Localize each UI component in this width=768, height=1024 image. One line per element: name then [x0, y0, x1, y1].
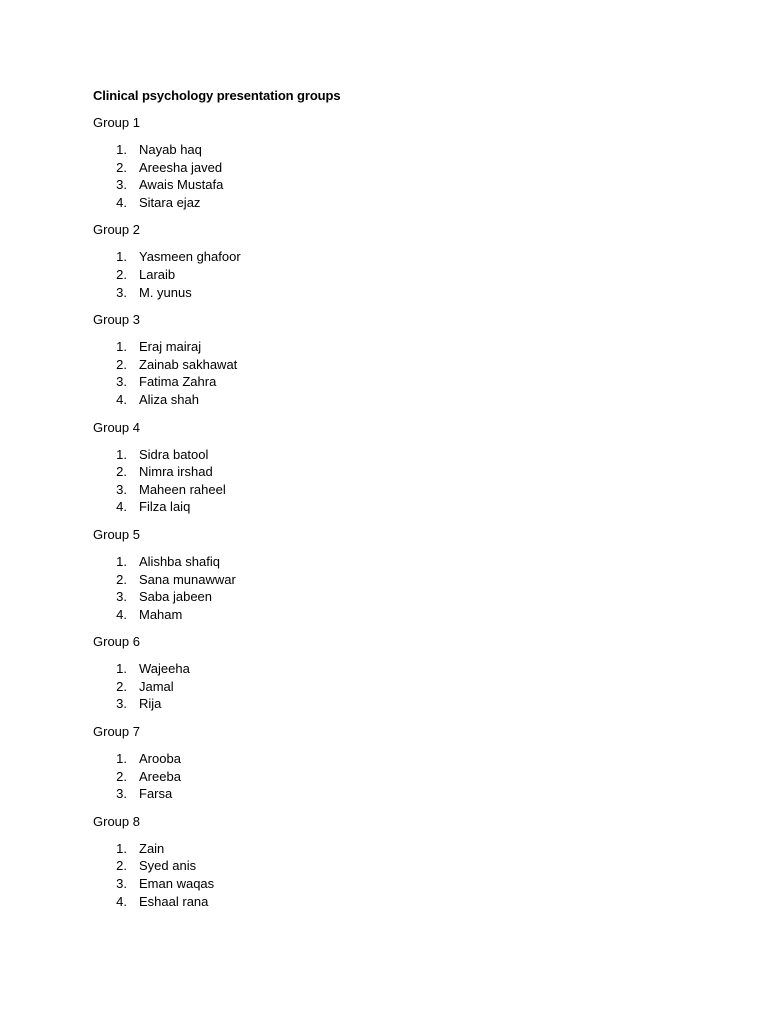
list-item-number: 4.	[116, 893, 127, 909]
member-name: Eshaal rana	[139, 893, 209, 909]
list-item	[93, 588, 693, 606]
list-item	[93, 840, 693, 858]
member-name: M. yunus	[139, 284, 192, 300]
member-name: Yasmeen ghafoor	[139, 249, 241, 265]
member-name: Sana munawwar	[139, 571, 236, 587]
member-name: Sidra batool	[139, 446, 209, 462]
group-section	[93, 526, 693, 623]
group-section	[93, 813, 693, 910]
group-heading: Group 4	[93, 419, 140, 435]
member-name: Zain	[139, 840, 165, 856]
group-section	[93, 311, 693, 408]
list-item-number: 4.	[116, 606, 127, 622]
list-item-number: 3.	[116, 284, 127, 300]
member-name: Areesha javed	[139, 159, 223, 175]
member-name: Aliza shah	[139, 391, 199, 407]
list-item-number: 4.	[116, 499, 127, 515]
member-name: Fatima Zahra	[139, 374, 217, 390]
list-item-number: 1.	[116, 142, 127, 157]
list-item	[93, 768, 693, 786]
member-name: Awais Mustafa	[139, 177, 224, 193]
list-item-number: 1.	[116, 446, 127, 462]
member-list	[93, 750, 693, 803]
list-item-number: 1.	[116, 840, 127, 856]
member-name: Nimra irshad	[139, 464, 213, 480]
group-heading: Group 2	[93, 222, 140, 238]
list-item-number: 1.	[116, 339, 127, 355]
group-heading: Group 6	[93, 634, 140, 650]
member-name: Arooba	[139, 751, 181, 767]
member-name: Eraj mairaj	[139, 339, 202, 355]
member-name: Farsa	[139, 786, 173, 802]
list-item	[93, 194, 693, 212]
list-item	[93, 857, 693, 875]
group-section	[93, 221, 693, 301]
list-item-number: 3.	[116, 374, 127, 390]
list-item-number: 3.	[116, 786, 127, 802]
member-list	[93, 248, 693, 301]
list-item	[93, 248, 693, 266]
member-name: Alishba shafiq	[139, 553, 220, 569]
member-name: Jamal	[139, 678, 174, 694]
list-item-number: 3.	[116, 177, 127, 193]
list-item-number: 3.	[116, 481, 127, 497]
list-item	[93, 266, 693, 284]
group-section	[93, 633, 693, 713]
list-item-number: 2.	[116, 266, 127, 282]
list-item-number: 4.	[116, 391, 127, 407]
group-heading: Group 5	[93, 526, 140, 542]
list-item	[93, 391, 693, 409]
list-item	[93, 176, 693, 194]
group-heading: Group 7	[93, 724, 140, 740]
group-heading: Group 1	[93, 115, 140, 130]
member-list	[93, 338, 693, 408]
member-name: Maheen raheel	[139, 481, 226, 497]
member-name: Sitara ejaz	[139, 194, 201, 210]
list-item	[93, 660, 693, 678]
document-title: Clinical psychology presentation groups	[93, 88, 341, 103]
group-heading: Group 3	[93, 312, 140, 328]
member-list	[93, 840, 693, 910]
list-item	[93, 141, 693, 159]
list-item	[93, 785, 693, 803]
member-name: Maham	[139, 606, 183, 622]
list-item-number: 4.	[116, 194, 127, 210]
list-item	[93, 481, 693, 499]
list-item	[93, 446, 693, 464]
list-item-number: 3.	[116, 589, 127, 605]
list-item-number: 2.	[116, 571, 127, 587]
list-item	[93, 159, 693, 177]
list-item	[93, 893, 693, 911]
list-item-number: 3.	[116, 876, 127, 892]
list-item-number: 1.	[116, 661, 127, 677]
member-name: Eman waqas	[139, 876, 215, 892]
member-name: Nayab haq	[139, 142, 202, 157]
group-section	[93, 114, 693, 211]
member-name: Rija	[139, 696, 162, 712]
list-item-number: 2.	[116, 678, 127, 694]
list-item-number: 2.	[116, 356, 127, 372]
list-item	[93, 356, 693, 374]
list-item	[93, 606, 693, 624]
member-name: Filza laiq	[139, 499, 191, 515]
list-item	[93, 695, 693, 713]
member-list	[93, 446, 693, 516]
list-item	[93, 463, 693, 481]
member-name: Areeba	[139, 768, 181, 784]
member-name: Zainab sakhawat	[139, 356, 238, 372]
group-heading: Group 8	[93, 813, 140, 829]
member-name: Saba jabeen	[139, 589, 213, 605]
list-item-number: 1.	[116, 751, 127, 767]
list-item	[93, 373, 693, 391]
list-item-number: 2.	[116, 858, 127, 874]
list-item	[93, 678, 693, 696]
list-item	[93, 750, 693, 768]
list-item-number: 2.	[116, 159, 127, 175]
list-item-number: 1.	[116, 553, 127, 569]
member-list	[93, 553, 693, 623]
member-name: Laraib	[139, 266, 176, 282]
member-name: Wajeeha	[139, 661, 190, 677]
group-section	[93, 723, 693, 803]
list-item	[93, 338, 693, 356]
list-item	[93, 571, 693, 589]
list-item-number: 2.	[116, 464, 127, 480]
document-body	[93, 87, 693, 920]
list-item-number: 1.	[116, 249, 127, 265]
group-section	[93, 419, 693, 516]
list-item	[93, 875, 693, 893]
list-item-number: 2.	[116, 768, 127, 784]
member-name: Syed anis	[139, 858, 197, 874]
member-list	[93, 660, 693, 713]
member-list	[93, 141, 693, 211]
list-item	[93, 553, 693, 571]
list-item	[93, 498, 693, 516]
list-item	[93, 284, 693, 302]
groups-container	[93, 114, 693, 910]
list-item-number: 3.	[116, 696, 127, 712]
